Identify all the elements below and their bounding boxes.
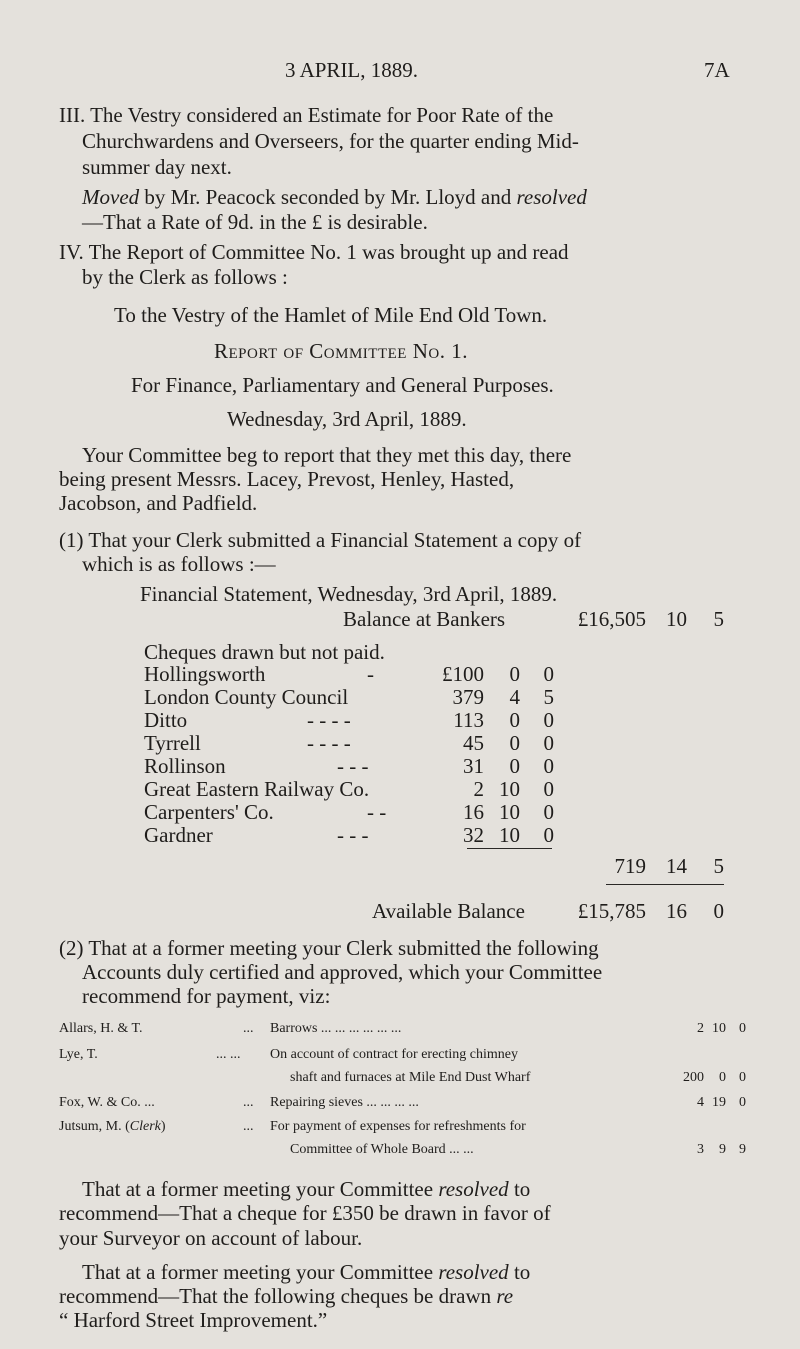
- cheque-pounds: 45: [463, 731, 484, 755]
- account-shillings: 19: [712, 1095, 726, 1110]
- report-date: Wednesday, 3rd April, 1889.: [227, 407, 467, 431]
- item4-line: by the Clerk as follows :: [82, 265, 288, 289]
- cheque-pounds: 379: [452, 685, 484, 709]
- report-intro-line: Your Committee beg to report that they met this day, there: [82, 443, 572, 467]
- cheque-payee: Tyrrell: [144, 731, 201, 755]
- available-pence: 0: [713, 899, 724, 923]
- cheque-pounds: 31: [463, 754, 484, 778]
- cheque-payee: Rollinson: [144, 754, 226, 778]
- account-pounds: 2: [697, 1021, 704, 1036]
- account-pence: 0: [739, 1021, 746, 1036]
- cheque-dashes: - - -: [337, 823, 369, 847]
- para2-line: Accounts duly certified and approved, which your Committee: [82, 960, 603, 984]
- account-shillings: 9: [719, 1142, 726, 1157]
- account-desc: Barrows ... ... ... ... ... ...: [270, 1021, 402, 1036]
- item3-line: summer day next.: [82, 155, 232, 179]
- account-desc: On account of contract for erecting chimney: [270, 1047, 519, 1062]
- account-desc: Repairing sieves ... ... ... ...: [270, 1095, 419, 1110]
- cheque-shillings: 10: [499, 823, 520, 847]
- cheque-payee: London County Council: [144, 685, 349, 709]
- account-desc: shaft and furnaces at Mile End Dust Wharf: [290, 1070, 531, 1085]
- account-name-close: ): [160, 1119, 166, 1134]
- account-name: Lye, T.: [59, 1047, 98, 1062]
- account-leader: ...: [243, 1021, 254, 1036]
- moved-word: Moved: [82, 185, 140, 209]
- cheque-pence: 0: [543, 777, 554, 801]
- cheque-pounds: 2: [473, 777, 484, 801]
- account-shillings: 0: [719, 1070, 726, 1085]
- para4-text: to: [508, 1260, 531, 1284]
- cheque-pence: 0: [543, 800, 554, 824]
- cheque-dashes: -: [367, 662, 374, 686]
- cheque-payee: Great Eastern Railway Co.: [144, 777, 370, 801]
- para2-line: (2) That at a former meeting your Clerk submitted the following: [59, 936, 599, 960]
- cheque-pounds: 16: [463, 800, 484, 824]
- cheque-shillings: 10: [499, 777, 520, 801]
- cheque-pounds: £100: [442, 662, 484, 686]
- account-shillings: 10: [712, 1021, 726, 1036]
- balance-pounds: £16,505: [577, 607, 646, 631]
- account-leader: ... ...: [216, 1047, 241, 1062]
- total-rule: [606, 884, 724, 885]
- para4-text: recommend—That the following cheques be drawn: [59, 1284, 497, 1308]
- account-leader: ...: [243, 1095, 254, 1110]
- account-pence: 9: [739, 1142, 746, 1157]
- para3-line: your Surveyor on account of labour.: [59, 1226, 363, 1250]
- report-intro-line: being present Messrs. Lacey, Prevost, Henley, Hasted,: [59, 467, 515, 491]
- balance-shillings: 10: [666, 607, 687, 631]
- available-pounds: £15,785: [577, 899, 646, 923]
- report-title: Report of Committee No. 1.: [214, 339, 468, 363]
- account-name: Allars, H. & T.: [59, 1021, 143, 1036]
- cheque-shillings: 0: [509, 708, 520, 732]
- account-desc: For payment of expenses for refreshments for: [270, 1119, 526, 1134]
- account-name: [59, 1117, 166, 1137]
- cheques-total-pounds: 719: [614, 854, 646, 878]
- cheque-payee: Carpenters' Co.: [144, 800, 274, 824]
- cheque-dashes: - -: [367, 800, 387, 824]
- cheque-dashes: - - - -: [307, 731, 351, 755]
- report-intro-line: Jacobson, and Padfield.: [59, 491, 258, 515]
- motion-text: by Mr. Peacock seconded by Mr. Lloyd and: [139, 185, 517, 209]
- available-label: Available Balance: [372, 899, 525, 923]
- item3-motion: [82, 183, 587, 211]
- cheque-dashes: - - -: [337, 754, 369, 778]
- resolved-word: resolved: [438, 1260, 509, 1284]
- balance-pence: 5: [713, 607, 724, 631]
- report-address: To the Vestry of the Hamlet of Mile End Old Town.: [114, 303, 548, 327]
- cheques-total-pence: 5: [713, 854, 724, 878]
- cheque-payee: Ditto: [144, 708, 188, 732]
- cheque-shillings: 0: [509, 754, 520, 778]
- cheque-shillings: 10: [499, 800, 520, 824]
- account-pence: 0: [739, 1070, 746, 1085]
- item3-line: Churchwardens and Overseers, for the quarter ending Mid-: [82, 129, 579, 153]
- cheque-dashes: - - - -: [307, 708, 351, 732]
- para1-line: which is as follows :—: [82, 552, 276, 576]
- cheque-payee: Hollingsworth: [144, 662, 266, 686]
- cheque-pence: 0: [543, 823, 554, 847]
- resolved-word: resolved: [516, 185, 587, 209]
- account-name-text: Jutsum, M. (: [59, 1119, 130, 1134]
- account-pounds: 3: [697, 1142, 704, 1157]
- cheques-total-shillings: 14: [666, 854, 687, 878]
- page-number: 7A: [704, 58, 730, 82]
- item3-line: III. The Vestry considered an Estimate for Poor Rate of the: [59, 103, 554, 127]
- report-purpose: For Finance, Parliamentary and General Purposes.: [131, 373, 554, 397]
- cheques-heading: Cheques drawn but not paid.: [144, 640, 385, 664]
- cheque-pence: 0: [543, 708, 554, 732]
- cheque-shillings: 4: [509, 685, 520, 709]
- account-pounds: 200: [683, 1070, 704, 1085]
- cheque-pence: 0: [543, 662, 554, 686]
- page-date: 3 APRIL, 1889.: [285, 58, 419, 82]
- cheque-pounds: 113: [453, 708, 484, 732]
- cheque-pence: 0: [543, 731, 554, 755]
- para1-line: (1) That your Clerk submitted a Financial Statement a copy of: [59, 528, 582, 552]
- item3-motion-line: —That a Rate of 9d. in the £ is desirable.: [82, 210, 428, 234]
- para3-text: to: [508, 1177, 531, 1201]
- para3-line: recommend—That a cheque for £350 be drawn in favor of: [59, 1201, 551, 1225]
- cheques-subtotal-rule: [467, 848, 552, 849]
- statement-title: Financial Statement, Wednesday, 3rd April, 1889.: [140, 582, 558, 606]
- resolved-word: resolved: [438, 1177, 509, 1201]
- cheque-pence: 0: [543, 754, 554, 778]
- para2-line: recommend for payment, viz:: [82, 984, 331, 1008]
- cheque-payee: Gardner: [144, 823, 213, 847]
- cheque-shillings: 0: [509, 731, 520, 755]
- cheque-shillings: 0: [509, 662, 520, 686]
- item4-line: IV. The Report of Committee No. 1 was brought up and read: [59, 240, 569, 264]
- re-word: re: [496, 1284, 514, 1308]
- cheque-pence: 5: [543, 685, 554, 709]
- account-leader: ...: [243, 1119, 254, 1134]
- para4-line: “ Harford Street Improvement.”: [59, 1308, 328, 1332]
- account-pounds: 4: [697, 1095, 704, 1110]
- account-name: Fox, W. & Co. ...: [59, 1095, 155, 1110]
- balance-label: Balance at Bankers: [343, 607, 506, 631]
- account-desc: Committee of Whole Board ... ...: [290, 1142, 474, 1157]
- para4-text: That at a former meeting your Committee: [82, 1260, 439, 1284]
- para3-text: That at a former meeting your Committee: [82, 1177, 439, 1201]
- cheque-pounds: 32: [463, 823, 484, 847]
- available-shillings: 16: [666, 899, 687, 923]
- account-name-role: Clerk: [129, 1119, 161, 1134]
- account-pence: 0: [739, 1095, 746, 1110]
